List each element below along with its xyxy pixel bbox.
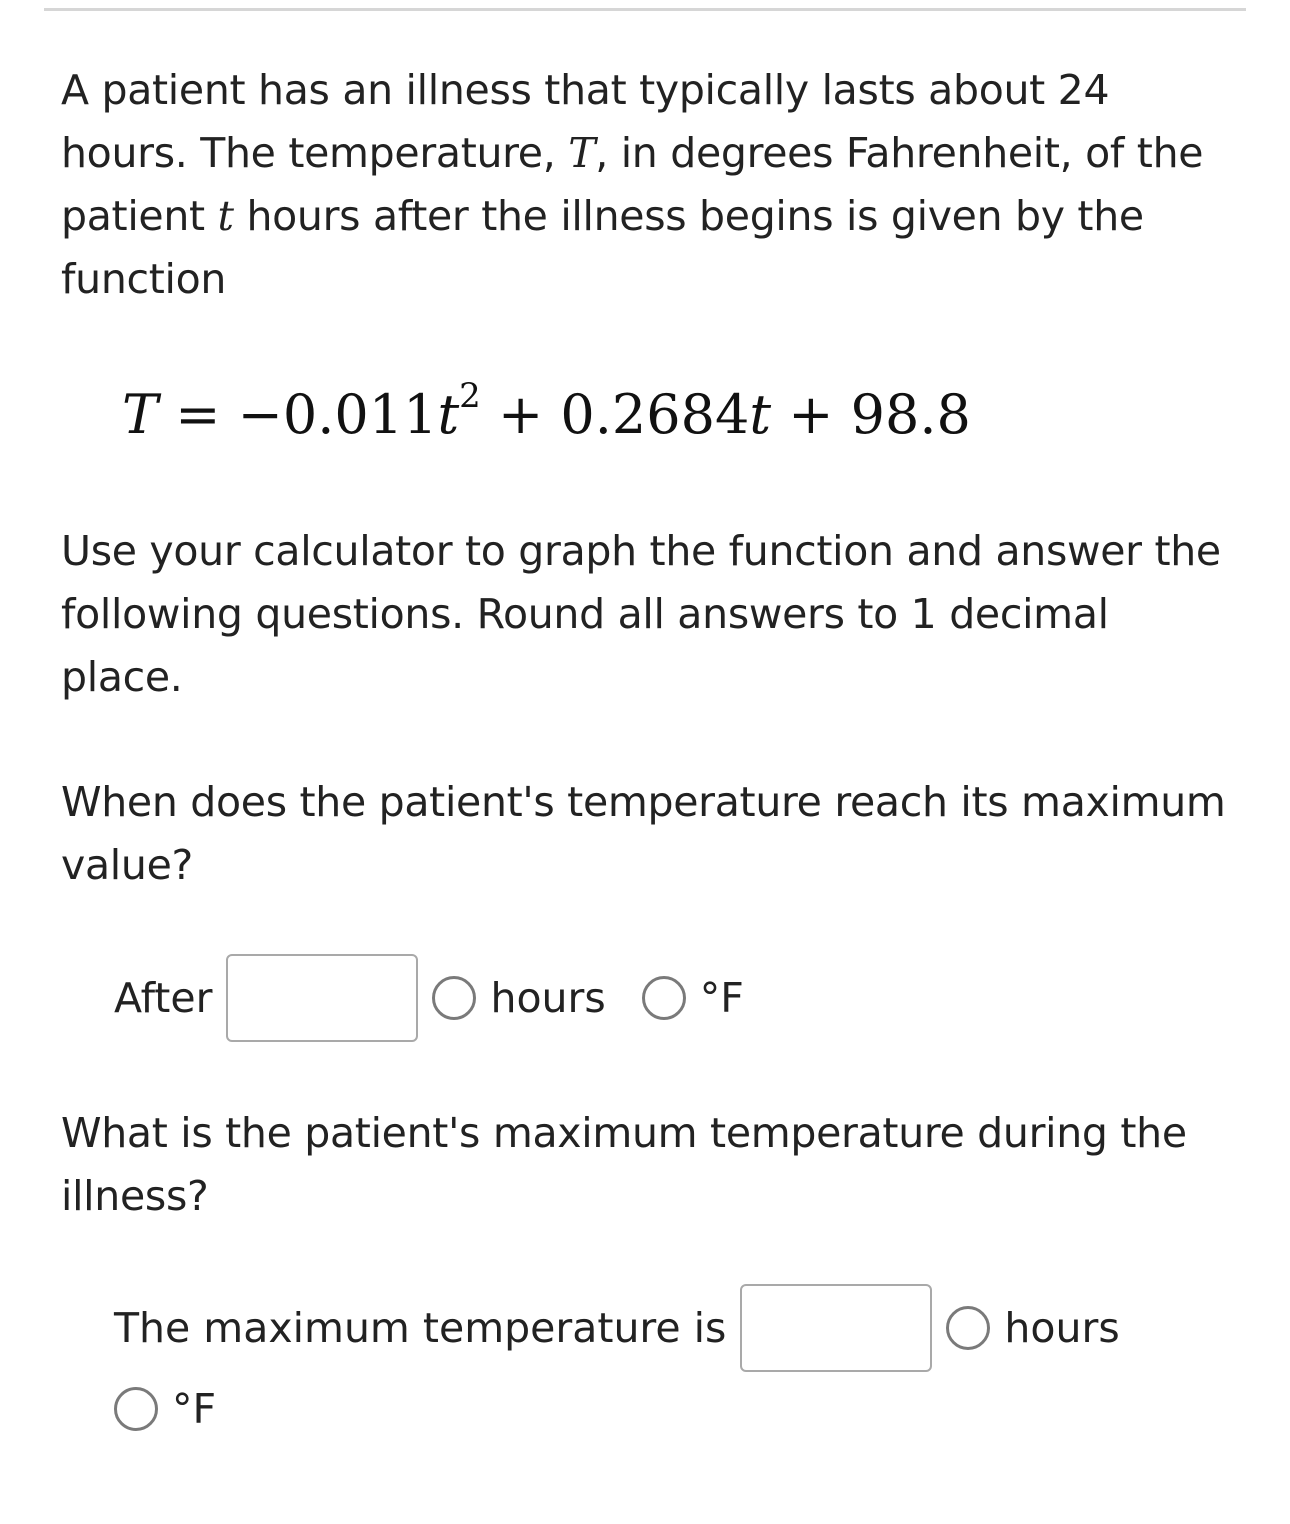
question-2-option-fahrenheit[interactable]: [114, 1385, 216, 1433]
option-label: hours: [490, 974, 606, 1022]
intro-text-1: A patient has an illness that typically lasts about 24 hours. The temperature,: [61, 66, 1110, 177]
radio-button-icon[interactable]: [642, 976, 686, 1020]
question-1-prompt: When does the patient's temperature reach its maximum value?: [61, 778, 1226, 889]
equation-t-2: t: [749, 383, 772, 446]
question-2-answer-row: [114, 1284, 1120, 1372]
question-1-option-fahrenheit[interactable]: [642, 974, 744, 1022]
variable-T: T: [568, 129, 596, 177]
option-label: °F: [699, 974, 744, 1022]
equation-coef-1: = −0.011: [158, 383, 438, 446]
question-2-option-hours[interactable]: [946, 1304, 1119, 1352]
equation-coef-2: + 0.2684: [480, 383, 750, 446]
variable-t: t: [217, 192, 234, 240]
instructions-text: Use your calculator to graph the function and answer the following questions. Round all answers to 1 decimal place.: [61, 527, 1221, 701]
question-2-prompt: What is the patient's maximum temperature during the illness?: [61, 1109, 1187, 1220]
intro-text-3: hours after the illness begins is given by the function: [61, 192, 1144, 303]
problem-intro: [61, 59, 1241, 311]
equation-exponent: 2: [459, 376, 481, 416]
radio-button-icon[interactable]: [946, 1306, 990, 1350]
top-divider: [44, 8, 1246, 11]
question-2-label: The maximum temperature is: [114, 1304, 727, 1352]
question-1-label: After: [114, 974, 213, 1022]
equation-constant: + 98.8: [771, 383, 971, 446]
question-2-answer-input[interactable]: [740, 1284, 932, 1372]
intro-text-2: , in degrees Fahrenheit, of the patient: [61, 129, 1204, 240]
option-label: hours: [1004, 1304, 1120, 1352]
equation-lhs: T: [122, 383, 159, 446]
radio-button-icon[interactable]: [432, 976, 476, 1020]
question-1-answer-input[interactable]: [226, 954, 418, 1042]
question-2-answer-row-continued: [114, 1383, 216, 1435]
temperature-equation: [122, 376, 971, 450]
question-1-answer-row: [114, 954, 744, 1042]
radio-button-icon[interactable]: [114, 1387, 158, 1431]
equation-t-1: t: [437, 383, 460, 446]
option-label: °F: [172, 1385, 217, 1433]
question-1-option-hours[interactable]: [432, 974, 605, 1022]
